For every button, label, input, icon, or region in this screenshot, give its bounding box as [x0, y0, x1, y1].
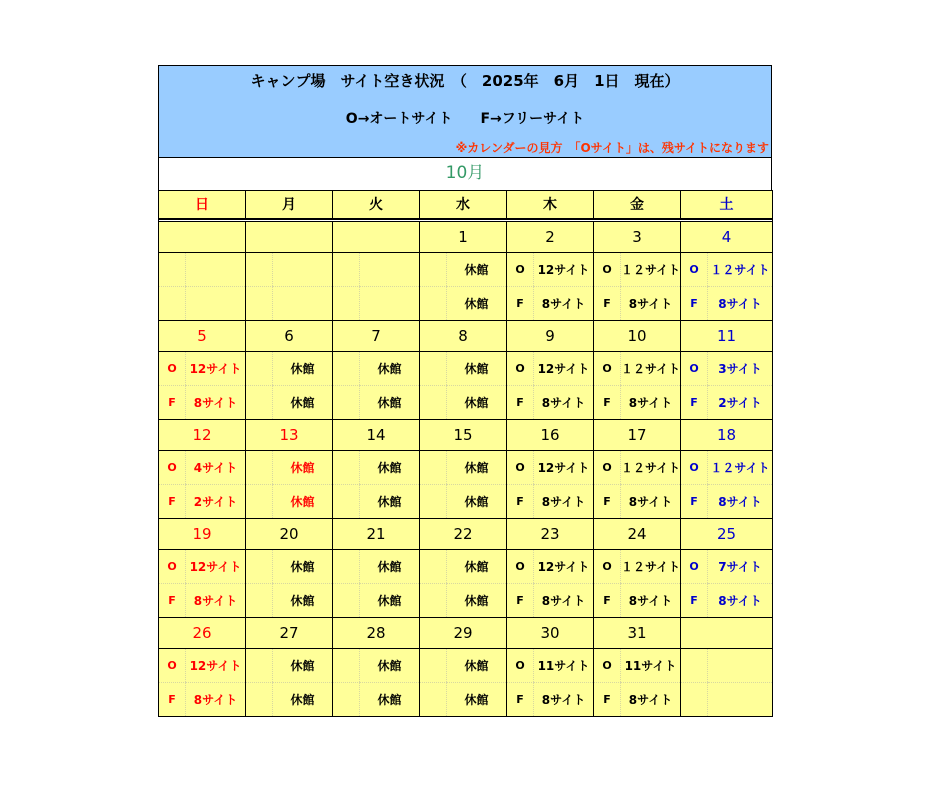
auto-site-count: 12サイト	[186, 550, 246, 584]
auto-site-count: 12サイト	[534, 352, 594, 386]
free-site-prefix	[333, 287, 360, 321]
date-cell: 18	[681, 420, 773, 451]
date-cell: 28	[333, 618, 420, 649]
free-site-count: 休館	[273, 584, 333, 618]
date-cell: 4	[681, 222, 773, 253]
free-site-count: 8サイト	[534, 386, 594, 420]
date-cell: 17	[594, 420, 681, 451]
free-site-count: 休館	[447, 584, 507, 618]
auto-site-count: 休館	[360, 550, 420, 584]
free-site-count: 2サイト	[708, 386, 773, 420]
date-cell: 15	[420, 420, 507, 451]
free-site-prefix: F	[507, 683, 534, 717]
free-site-count: 8サイト	[186, 386, 246, 420]
date-cell	[159, 222, 246, 253]
auto-site-prefix	[420, 352, 447, 386]
free-site-count: 8サイト	[621, 584, 681, 618]
availability-sheet	[158, 65, 772, 717]
auto-site-count: 休館	[273, 550, 333, 584]
auto-site-prefix: O	[159, 649, 186, 683]
date-cell: 13	[246, 420, 333, 451]
auto-site-count: 休館	[360, 649, 420, 683]
date-cell: 30	[507, 618, 594, 649]
free-site-count: 8サイト	[534, 683, 594, 717]
date-cell: 11	[681, 321, 773, 352]
free-site-count: 8サイト	[534, 287, 594, 321]
free-site-prefix: F	[507, 485, 534, 519]
date-cell: 9	[507, 321, 594, 352]
header-panel	[158, 65, 772, 158]
free-site-count	[273, 287, 333, 321]
auto-site-count: 12サイト	[534, 550, 594, 584]
free-site-prefix: F	[159, 584, 186, 618]
free-site-prefix: F	[507, 386, 534, 420]
date-cell: 8	[420, 321, 507, 352]
site-legend: O→オートサイト F→フリーサイト	[345, 111, 585, 127]
free-site-prefix	[246, 287, 273, 321]
free-site-count: 8サイト	[621, 485, 681, 519]
auto-site-prefix: O	[507, 352, 534, 386]
free-site-prefix	[246, 485, 273, 519]
date-cell: 3	[594, 222, 681, 253]
auto-site-prefix	[333, 352, 360, 386]
free-site-prefix: F	[159, 683, 186, 717]
weekday-header: 木	[507, 191, 594, 219]
auto-site-count: 11サイト	[621, 649, 681, 683]
free-site-prefix	[159, 287, 186, 321]
free-site-count: 休館	[360, 485, 420, 519]
date-cell	[333, 222, 420, 253]
auto-site-prefix: O	[507, 649, 534, 683]
auto-site-prefix: O	[507, 550, 534, 584]
auto-site-count: 12サイト	[534, 451, 594, 485]
weekday-header: 金	[594, 191, 681, 219]
auto-site-count: 12サイト	[186, 352, 246, 386]
weekday-header: 日	[159, 191, 246, 219]
free-site-count: 8サイト	[534, 584, 594, 618]
free-site-count	[708, 683, 773, 717]
date-cell: 20	[246, 519, 333, 550]
free-site-prefix	[333, 386, 360, 420]
free-site-count: 休館	[447, 386, 507, 420]
date-cell: 22	[420, 519, 507, 550]
weekday-header: 月	[246, 191, 333, 219]
auto-site-prefix	[333, 451, 360, 485]
date-cell: 10	[594, 321, 681, 352]
auto-site-prefix: O	[159, 352, 186, 386]
auto-site-prefix: O	[681, 253, 708, 287]
date-cell: 5	[159, 321, 246, 352]
auto-site-count: 休館	[447, 649, 507, 683]
date-cell: 21	[333, 519, 420, 550]
free-site-prefix: F	[507, 287, 534, 321]
date-cell: 6	[246, 321, 333, 352]
free-site-count: 8サイト	[708, 287, 773, 321]
auto-site-count: 休館	[273, 451, 333, 485]
free-site-count: 休館	[447, 683, 507, 717]
auto-site-count: １２サイト	[708, 451, 773, 485]
auto-site-count	[273, 253, 333, 287]
free-site-prefix: F	[594, 386, 621, 420]
auto-site-prefix: O	[594, 253, 621, 287]
auto-site-prefix	[159, 253, 186, 287]
auto-site-prefix	[681, 649, 708, 683]
auto-site-prefix	[420, 550, 447, 584]
free-site-prefix	[420, 287, 447, 321]
free-site-prefix	[420, 584, 447, 618]
date-cell: 2	[507, 222, 594, 253]
date-cell: 26	[159, 618, 246, 649]
free-site-prefix	[333, 485, 360, 519]
auto-site-prefix: O	[594, 352, 621, 386]
auto-site-count: 休館	[273, 352, 333, 386]
auto-site-prefix	[246, 352, 273, 386]
free-site-prefix	[246, 683, 273, 717]
calendar-note: ※カレンダーの見方 「Oサイト」は、残サイトになります	[455, 141, 769, 155]
auto-site-count: 休館	[360, 352, 420, 386]
date-cell: 24	[594, 519, 681, 550]
free-site-count: 休館	[360, 683, 420, 717]
free-site-count: 2サイト	[186, 485, 246, 519]
auto-site-prefix: O	[594, 451, 621, 485]
free-site-count: 8サイト	[708, 584, 773, 618]
free-site-prefix: F	[594, 683, 621, 717]
auto-site-prefix: O	[594, 649, 621, 683]
auto-site-count	[708, 649, 773, 683]
free-site-count: 休館	[447, 287, 507, 321]
auto-site-count: １２サイト	[621, 352, 681, 386]
auto-site-count: 3サイト	[708, 352, 773, 386]
free-site-prefix	[681, 683, 708, 717]
auto-site-count: 4サイト	[186, 451, 246, 485]
free-site-prefix: F	[681, 584, 708, 618]
auto-site-count: 休館	[447, 451, 507, 485]
auto-site-prefix: O	[159, 550, 186, 584]
free-site-prefix: F	[594, 485, 621, 519]
free-site-prefix	[333, 584, 360, 618]
auto-site-prefix	[246, 451, 273, 485]
auto-site-count	[360, 253, 420, 287]
free-site-count: 8サイト	[621, 287, 681, 321]
free-site-prefix: F	[681, 485, 708, 519]
auto-site-prefix: O	[507, 451, 534, 485]
free-site-count: 休館	[447, 485, 507, 519]
free-site-prefix	[246, 584, 273, 618]
free-site-count: 休館	[360, 386, 420, 420]
free-site-prefix	[246, 386, 273, 420]
auto-site-count: 休館	[447, 550, 507, 584]
calendar-table	[158, 190, 773, 717]
auto-site-prefix	[246, 649, 273, 683]
date-cell: 1	[420, 222, 507, 253]
date-cell: 25	[681, 519, 773, 550]
free-site-prefix	[333, 683, 360, 717]
free-site-count: 8サイト	[621, 683, 681, 717]
free-site-count: 休館	[360, 584, 420, 618]
free-site-prefix	[420, 386, 447, 420]
auto-site-count: 12サイト	[186, 649, 246, 683]
auto-site-count: １２サイト	[621, 550, 681, 584]
free-site-count	[186, 287, 246, 321]
auto-site-count: １２サイト	[621, 253, 681, 287]
auto-site-count: 休館	[447, 253, 507, 287]
free-site-prefix: F	[681, 287, 708, 321]
auto-site-prefix	[420, 649, 447, 683]
free-site-count: 8サイト	[708, 485, 773, 519]
auto-site-count: 休館	[360, 451, 420, 485]
auto-site-count: 12サイト	[534, 253, 594, 287]
free-site-prefix: F	[594, 584, 621, 618]
date-cell: 19	[159, 519, 246, 550]
auto-site-count: 休館	[447, 352, 507, 386]
weekday-header: 火	[333, 191, 420, 219]
date-cell: 14	[333, 420, 420, 451]
date-cell: 12	[159, 420, 246, 451]
date-cell: 27	[246, 618, 333, 649]
free-site-prefix	[420, 683, 447, 717]
auto-site-count: 7サイト	[708, 550, 773, 584]
auto-site-prefix: O	[507, 253, 534, 287]
auto-site-prefix	[246, 253, 273, 287]
weekday-header: 土	[681, 191, 773, 219]
auto-site-prefix: O	[159, 451, 186, 485]
auto-site-prefix	[333, 253, 360, 287]
free-site-prefix: F	[594, 287, 621, 321]
date-cell	[246, 222, 333, 253]
auto-site-prefix	[333, 649, 360, 683]
date-cell	[681, 618, 773, 649]
weekday-header: 水	[420, 191, 507, 219]
date-cell: 31	[594, 618, 681, 649]
date-cell: 7	[333, 321, 420, 352]
free-site-count: 8サイト	[186, 584, 246, 618]
free-site-prefix	[420, 485, 447, 519]
page-title: キャンプ場 サイト空き状況 （ 2025年 6月 1日 現在）	[250, 72, 680, 90]
auto-site-prefix: O	[681, 550, 708, 584]
auto-site-prefix: O	[594, 550, 621, 584]
month-label: 10月	[158, 158, 772, 190]
auto-site-count: １２サイト	[708, 253, 773, 287]
free-site-count	[360, 287, 420, 321]
date-cell: 29	[420, 618, 507, 649]
free-site-prefix: F	[159, 386, 186, 420]
free-site-count: 8サイト	[534, 485, 594, 519]
auto-site-count	[186, 253, 246, 287]
auto-site-count: 休館	[273, 649, 333, 683]
free-site-prefix: F	[681, 386, 708, 420]
auto-site-prefix	[333, 550, 360, 584]
free-site-prefix: F	[507, 584, 534, 618]
auto-site-prefix: O	[681, 451, 708, 485]
date-cell: 16	[507, 420, 594, 451]
free-site-count: 休館	[273, 683, 333, 717]
free-site-count: 休館	[273, 485, 333, 519]
auto-site-prefix	[420, 253, 447, 287]
free-site-count: 8サイト	[186, 683, 246, 717]
date-cell: 23	[507, 519, 594, 550]
auto-site-count: １２サイト	[621, 451, 681, 485]
auto-site-count: 11サイト	[534, 649, 594, 683]
auto-site-prefix: O	[681, 352, 708, 386]
free-site-prefix: F	[159, 485, 186, 519]
auto-site-prefix	[420, 451, 447, 485]
auto-site-prefix	[246, 550, 273, 584]
free-site-count: 8サイト	[621, 386, 681, 420]
free-site-count: 休館	[273, 386, 333, 420]
